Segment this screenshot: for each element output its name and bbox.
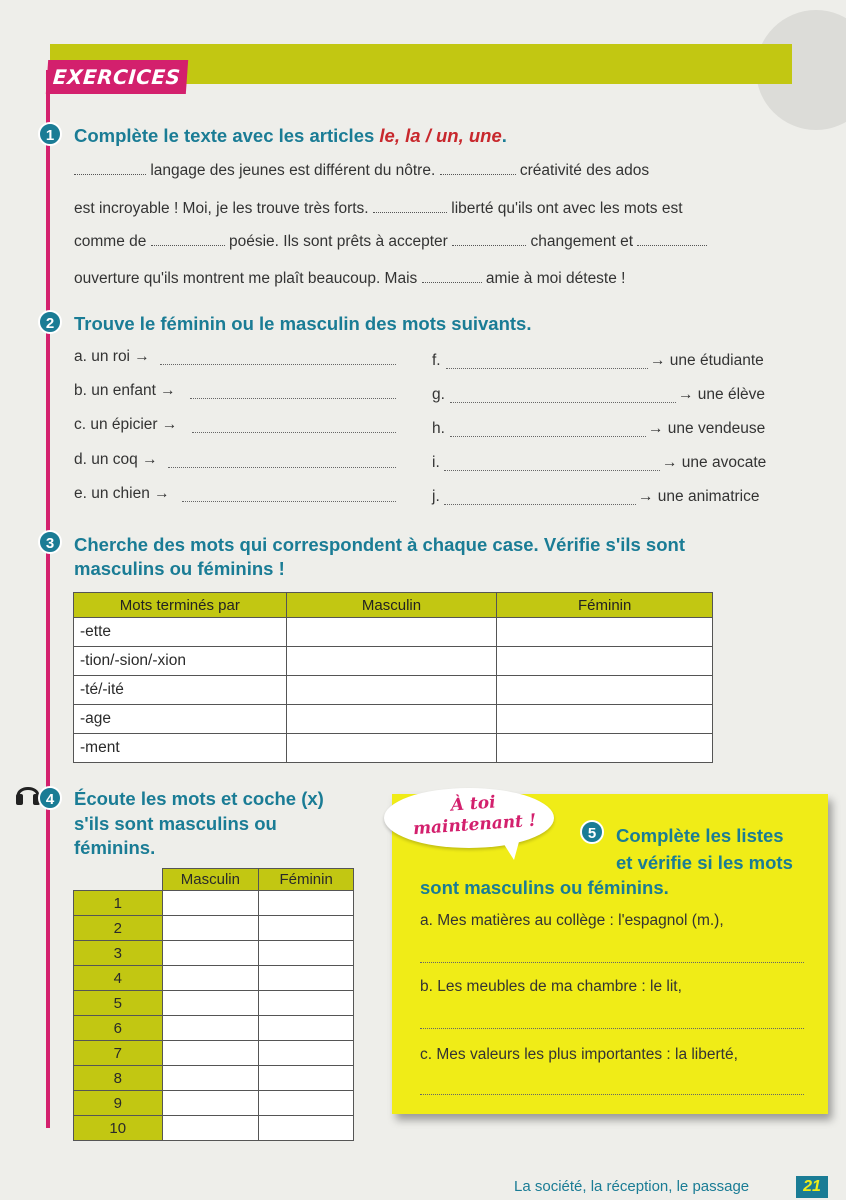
ex2-word-j: → une animatrice <box>638 488 760 505</box>
exercise-1-title <box>74 124 507 148</box>
checkbox-cell[interactable] <box>259 1091 354 1116</box>
ex2-item-c: c. un épicier → <box>74 416 178 433</box>
ex2-letter-i: i. <box>432 454 440 471</box>
ex2-letter-f: f. <box>432 352 441 369</box>
table-row <box>74 618 713 647</box>
ex1-text: liberté qu'ils ont avec les mots est <box>451 200 683 217</box>
answer-cell[interactable] <box>497 734 713 763</box>
ex1-text: amie à moi déteste ! <box>485 270 626 287</box>
bubble-line-1: À toi <box>450 792 497 816</box>
table-row <box>74 1066 354 1091</box>
exercise-3-number: 3 <box>38 530 62 554</box>
ex2-item-e: e. un chien → <box>74 485 170 502</box>
table-row <box>74 891 354 916</box>
checkbox-cell[interactable] <box>162 1066 259 1091</box>
exercise-4-title-line-3: féminins. <box>74 837 156 858</box>
answer-line[interactable] <box>450 402 676 403</box>
blank[interactable] <box>440 163 516 175</box>
checkbox-cell[interactable] <box>162 991 259 1016</box>
ex2-item-b: b. un enfant → <box>74 382 176 399</box>
answer-line[interactable] <box>190 398 396 399</box>
table-row <box>74 1091 354 1116</box>
exercise-1-title-end: . <box>501 125 507 146</box>
checkbox-cell[interactable] <box>162 941 259 966</box>
exercise-3-title-line-2: masculins ou féminins ! <box>74 558 285 579</box>
ex2-letter-h: h. <box>432 420 445 437</box>
row-number: 5 <box>74 991 163 1016</box>
table-row <box>74 676 713 705</box>
footer-title: La société, la réception, le passage <box>514 1178 750 1195</box>
answer-cell[interactable] <box>497 705 713 734</box>
checkbox-cell[interactable] <box>259 1066 354 1091</box>
table-row <box>74 966 354 991</box>
table-row <box>74 1016 354 1041</box>
column-header: Masculin <box>286 593 497 618</box>
item-letter: b. <box>420 978 433 995</box>
column-header: Féminin <box>259 869 354 891</box>
ex2-letter-g: g. <box>432 386 445 403</box>
endings-table <box>73 592 713 763</box>
ex1-text: poésie. Ils sont prêts à accepter <box>229 233 448 250</box>
ex1-text: créativité des ados <box>519 162 650 179</box>
blank[interactable] <box>637 234 707 246</box>
blank[interactable] <box>452 234 526 246</box>
ex1-line-3 <box>74 233 707 251</box>
blank[interactable] <box>151 234 225 246</box>
checkbox-cell[interactable] <box>162 1016 259 1041</box>
checkbox-cell[interactable] <box>162 966 259 991</box>
column-header: Masculin <box>162 869 259 891</box>
answer-line[interactable] <box>192 432 396 433</box>
answer-cell[interactable] <box>286 618 497 647</box>
exercices-tag: EXERCICES <box>46 60 188 94</box>
row-number: 9 <box>74 1091 163 1116</box>
row-number: 10 <box>74 1116 163 1141</box>
checkbox-cell[interactable] <box>162 1091 259 1116</box>
row-number: 1 <box>74 891 163 916</box>
exercise-2-title: Trouve le féminin ou le masculin des mots suivants. <box>74 313 532 334</box>
exercise-5-title-line-2: et vérifie si les mots <box>616 852 793 873</box>
checkbox-cell[interactable] <box>259 891 354 916</box>
answer-cell[interactable] <box>497 618 713 647</box>
ex5-item-b <box>420 978 682 996</box>
checkbox-cell[interactable] <box>162 1041 259 1066</box>
ex2-letter-j: j. <box>432 488 440 505</box>
exercise-5-number: 5 <box>580 820 604 844</box>
table-row <box>74 991 354 1016</box>
row-number: 8 <box>74 1066 163 1091</box>
ex2-word-h: → une vendeuse <box>648 420 766 437</box>
answer-cell[interactable] <box>286 705 497 734</box>
answer-line[interactable] <box>420 1028 804 1029</box>
answer-line[interactable] <box>160 364 396 365</box>
checkbox-cell[interactable] <box>162 916 259 941</box>
column-header: Féminin <box>497 593 713 618</box>
answer-cell[interactable] <box>497 676 713 705</box>
answer-cell[interactable] <box>286 647 497 676</box>
table-row <box>74 647 713 676</box>
checkbox-cell[interactable] <box>259 941 354 966</box>
blank[interactable] <box>74 163 146 175</box>
listening-table <box>73 868 354 1141</box>
row-number: 7 <box>74 1041 163 1066</box>
ex1-text: est incroyable ! Moi, je les trouve très forts. <box>74 200 369 217</box>
table-row <box>74 916 354 941</box>
exercise-1-articles: le, la / un, une <box>379 125 502 146</box>
answer-line[interactable] <box>420 962 804 963</box>
blank[interactable] <box>373 201 447 213</box>
checkbox-cell[interactable] <box>162 891 259 916</box>
row-number: 3 <box>74 941 163 966</box>
empty-header <box>74 869 163 891</box>
ending-cell: -té/-ité <box>74 676 287 705</box>
ex1-text: comme de <box>74 233 147 250</box>
bubble-line-2: maintenant ! <box>412 810 537 840</box>
checkbox-cell[interactable] <box>259 991 354 1016</box>
item-text: Mes matières au collège : l'espagnol (m.), <box>437 912 724 929</box>
exercise-4-title-line-1: Écoute les mots et coche (x) <box>74 788 324 809</box>
blank[interactable] <box>422 271 482 283</box>
answer-line[interactable] <box>444 504 636 505</box>
ex2-word-g: → une élève <box>678 386 766 403</box>
ex1-line-4 <box>74 270 625 288</box>
answer-cell[interactable] <box>497 647 713 676</box>
row-number: 6 <box>74 1016 163 1041</box>
checkbox-cell[interactable] <box>259 1016 354 1041</box>
checkbox-cell[interactable] <box>259 916 354 941</box>
ex1-text: langage des jeunes est différent du nôtre. <box>150 162 436 179</box>
ex5-item-c <box>420 1046 738 1064</box>
table-row <box>74 941 354 966</box>
column-header: Mots terminés par <box>74 593 287 618</box>
ending-cell: -ment <box>74 734 287 763</box>
checkbox-cell[interactable] <box>259 1041 354 1066</box>
ending-cell: -age <box>74 705 287 734</box>
checkbox-cell[interactable] <box>162 1116 259 1141</box>
exercise-1-number: 1 <box>38 122 62 146</box>
answer-line[interactable] <box>446 368 648 369</box>
exercise-4-number: 4 <box>38 786 62 810</box>
exercise-1-title-text: Complète le texte avec les articles <box>74 125 380 146</box>
table-row <box>74 1116 354 1141</box>
ex2-word-f: → une étudiante <box>650 352 764 369</box>
ex1-text: changement et <box>530 233 634 250</box>
answer-line[interactable] <box>444 470 660 471</box>
row-number: 4 <box>74 966 163 991</box>
left-margin-bar <box>46 70 50 1128</box>
ex2-item-d: d. un coq → <box>74 451 158 468</box>
ex1-line-1 <box>74 162 649 180</box>
checkbox-cell[interactable] <box>259 1116 354 1141</box>
table-header-row <box>74 869 354 891</box>
page-number: 21 <box>796 1176 828 1198</box>
exercise-5-title-line-3: sont masculins ou féminins. <box>420 877 669 898</box>
speech-bubble-tail <box>500 838 520 860</box>
item-letter: a. <box>420 912 433 929</box>
row-number: 2 <box>74 916 163 941</box>
item-letter: c. <box>420 1046 433 1063</box>
exercise-5-title-line-1: Complète les listes <box>616 825 784 846</box>
answer-line[interactable] <box>420 1094 804 1095</box>
ex2-word-i: → une avocate <box>662 454 767 471</box>
checkbox-cell[interactable] <box>259 966 354 991</box>
ex2-item-a: a. un roi → <box>74 348 150 365</box>
exercise-3-title-line-1: Cherche des mots qui correspondent à chaque case. Vérifie s'ils sont <box>74 534 685 555</box>
answer-cell[interactable] <box>286 676 497 705</box>
exercise-4-title-line-2: s'ils sont masculins ou <box>74 813 277 834</box>
item-text: Mes valeurs les plus importantes : la liberté, <box>436 1046 738 1063</box>
exercise-2-number: 2 <box>38 310 62 334</box>
ex1-text: ouverture qu'ils montrent me plaît beaucoup. Mais <box>74 270 418 287</box>
table-header-row <box>74 593 713 618</box>
ending-cell: -ette <box>74 618 287 647</box>
ending-cell: -tion/-sion/-xion <box>74 647 287 676</box>
table-row <box>74 734 713 763</box>
ex5-item-a <box>420 912 724 930</box>
item-text: Les meubles de ma chambre : le lit, <box>437 978 682 995</box>
table-row <box>74 1041 354 1066</box>
answer-line[interactable] <box>168 467 396 468</box>
ex1-line-2 <box>74 200 683 218</box>
answer-line[interactable] <box>450 436 646 437</box>
answer-line[interactable] <box>182 501 396 502</box>
answer-cell[interactable] <box>286 734 497 763</box>
table-row <box>74 705 713 734</box>
